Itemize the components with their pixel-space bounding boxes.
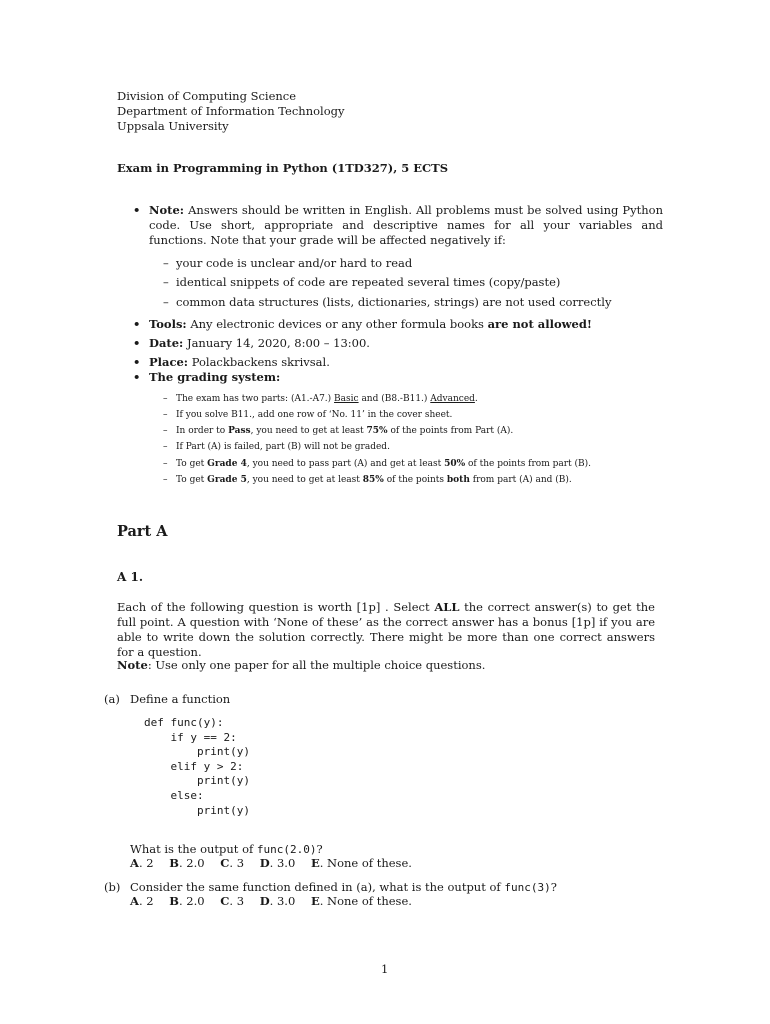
option-b[interactable] bbox=[169, 856, 204, 870]
grading-item-text: , you need to get at least bbox=[246, 475, 363, 485]
option-value: . None of these. bbox=[319, 856, 412, 870]
note-bullet bbox=[133, 203, 663, 248]
header-line-department: Department of Information Technology bbox=[117, 104, 345, 118]
grading-advanced: Advanced bbox=[430, 394, 475, 404]
question-b-prompt bbox=[130, 880, 557, 895]
bullet-icon: • bbox=[133, 336, 141, 350]
grading-item-text: . bbox=[474, 394, 478, 404]
option-value: . 2 bbox=[138, 894, 154, 908]
grading-item-1: – The exam has two parts: (A1.-A7.) Basic and (B8.-B11.) Advanced. bbox=[163, 394, 478, 404]
grading-item-text: from part (A) and (B). bbox=[469, 475, 572, 485]
grading-item-4: – If Part (A) is failed, part (B) will not be graded. bbox=[163, 441, 663, 453]
option-d[interactable] bbox=[260, 856, 296, 870]
page-number: 1 bbox=[381, 962, 389, 976]
option-letter: C bbox=[220, 856, 230, 870]
option-letter: D bbox=[259, 856, 270, 870]
bullet-icon: • bbox=[133, 317, 141, 331]
grading-grade4: Grade 4 bbox=[207, 459, 247, 469]
grading-item-text: If Part (A) is failed, part (B) will not be graded. bbox=[176, 442, 390, 452]
question-a-marker: (a) bbox=[104, 692, 120, 706]
grading-basic: Basic bbox=[334, 394, 359, 404]
option-letter: C bbox=[220, 894, 230, 908]
prompt-code: func(2.0) bbox=[256, 843, 317, 856]
grading-item-5: – To get Grade 4, you need to pass part (A) and get at least 50% of the points from part (B). bbox=[163, 459, 592, 469]
place-label: Place: bbox=[149, 355, 189, 369]
option-letter: E bbox=[310, 894, 320, 908]
date-text: January 14, 2020, 8:00 – 13:00. bbox=[186, 336, 370, 350]
place-text: Polackbackens skrivsal. bbox=[191, 355, 330, 369]
note-item-text: common data structures (lists, dictionaries, strings) are not used correctly bbox=[176, 295, 612, 309]
grading-item-text: If you solve B11., add one row of ‘No. 11’ in the cover sheet. bbox=[176, 410, 453, 420]
header-line-division: Division of Computing Science bbox=[117, 89, 297, 103]
intro-paragraph bbox=[117, 600, 655, 660]
option-letter: B bbox=[169, 894, 179, 908]
option-letter: B bbox=[169, 856, 179, 870]
option-b[interactable] bbox=[169, 894, 204, 908]
question-a-prompt bbox=[130, 842, 323, 857]
option-d[interactable] bbox=[260, 894, 296, 908]
grading-item-3: – In order to Pass, you need to get at least 75% of the points from Part (A). bbox=[163, 426, 514, 436]
grading-item-text: of the points bbox=[383, 475, 447, 485]
option-a[interactable] bbox=[130, 894, 154, 908]
option-value: . 2.0 bbox=[178, 894, 205, 908]
note2-label: Note bbox=[117, 658, 148, 672]
note-label: Note: bbox=[149, 203, 185, 217]
grading-percent: 85% bbox=[362, 475, 384, 485]
prompt-text: ? bbox=[316, 842, 323, 856]
option-letter: E bbox=[310, 856, 320, 870]
grading-bullet bbox=[133, 370, 663, 385]
option-letter: A bbox=[130, 856, 139, 870]
option-value: . 3 bbox=[229, 856, 245, 870]
tools-text: Any electronic devices or any other formula books bbox=[190, 317, 488, 331]
note-item-1: – your code is unclear and/or hard to read bbox=[163, 256, 663, 271]
tools-bold-text: are not allowed! bbox=[487, 317, 592, 331]
grading-grade5: Grade 5 bbox=[207, 475, 247, 485]
option-letter: A bbox=[130, 894, 139, 908]
note-item-3: – common data structures (lists, dictionaries, strings) are not used correctly bbox=[163, 295, 663, 310]
option-c[interactable] bbox=[220, 894, 244, 908]
grading-item-text: of the points from Part (A). bbox=[387, 426, 514, 436]
question-b-marker: (b) bbox=[104, 880, 121, 894]
intro-text: the correct answer(s) to get the full point. A question with ‘None of these’ as the correct answer has a bonus [1p] if you are able to write down the solution correctly. There might be more than one correct answers for a question. bbox=[117, 600, 655, 659]
question-a-options bbox=[130, 856, 412, 871]
intro-text: Each of the following question is worth [1p] . Select bbox=[117, 600, 435, 614]
grading-pass: Pass bbox=[228, 426, 251, 436]
option-value: . 2.0 bbox=[178, 856, 205, 870]
grading-percent: 50% bbox=[444, 459, 466, 469]
grading-label: The grading system: bbox=[149, 370, 281, 384]
note2-text: : Use only one paper for all the multiple choice questions. bbox=[147, 658, 486, 672]
tools-label: Tools: bbox=[149, 317, 187, 331]
note-item-2: – identical snippets of code are repeated several times (copy/paste) bbox=[163, 275, 663, 290]
tools-bullet bbox=[133, 317, 663, 332]
bullet-icon: • bbox=[133, 370, 141, 384]
option-a[interactable] bbox=[130, 856, 154, 870]
question-a-text: Define a function bbox=[130, 692, 231, 706]
code-block: def func(y): if y == 2: print(y) elif y > 2: print(y) else: print(y) bbox=[144, 716, 250, 817]
grading-percent: 75% bbox=[366, 426, 388, 436]
bullet-icon: • bbox=[133, 355, 141, 369]
option-e[interactable] bbox=[311, 894, 412, 908]
prompt-code: func(3) bbox=[504, 881, 551, 894]
prompt-text: What is the output of bbox=[130, 842, 257, 856]
grading-item-text: To get bbox=[176, 459, 208, 469]
grading-item-2: – If you solve B11., add one row of ‘No. 11’ in the cover sheet. bbox=[163, 409, 663, 421]
grading-item-text: of the points from part (B). bbox=[465, 459, 592, 469]
prompt-text: ? bbox=[550, 880, 557, 894]
note-item-text: your code is unclear and/or hard to read bbox=[176, 256, 413, 270]
note-item-text: identical snippets of code are repeated several times (copy/paste) bbox=[176, 275, 561, 289]
option-value: . 3.0 bbox=[269, 856, 296, 870]
date-bullet bbox=[133, 336, 663, 351]
bullet-icon: • bbox=[133, 203, 141, 217]
option-e[interactable] bbox=[311, 856, 412, 870]
option-c[interactable] bbox=[220, 856, 244, 870]
option-value: . 2 bbox=[138, 856, 154, 870]
grading-item-text: To get bbox=[176, 475, 208, 485]
option-letter: D bbox=[259, 894, 270, 908]
grading-item-text: The exam has two parts: (A1.-A7.) bbox=[176, 394, 335, 404]
place-bullet bbox=[133, 355, 663, 370]
grading-item-6: – To get Grade 5, you need to get at least 85% of the points both from part (A) and (B). bbox=[163, 475, 572, 485]
prompt-text: Consider the same function defined in (a), what is the output of bbox=[130, 880, 505, 894]
grading-item-text: and (B8.-B11.) bbox=[358, 394, 431, 404]
exam-title: Exam in Programming in Python (1TD327), 5 ECTS bbox=[117, 161, 449, 175]
section-title: A 1. bbox=[117, 570, 144, 584]
intro-all: ALL bbox=[434, 600, 460, 614]
option-value: . 3.0 bbox=[269, 894, 296, 908]
note-text: Answers should be written in English. All problems must be solved using Python code. Use short, appropriate and descriptive names for all your variables and functions. Note that your grade will be affected negatively if: bbox=[149, 203, 663, 247]
grading-item-text: In order to bbox=[176, 426, 229, 436]
date-label: Date: bbox=[149, 336, 184, 350]
grading-both: both bbox=[446, 475, 470, 485]
part-title: Part A bbox=[117, 523, 168, 540]
grading-item-text: , you need to get at least bbox=[250, 426, 367, 436]
question-b-options bbox=[130, 894, 412, 909]
option-value: . 3 bbox=[229, 894, 245, 908]
header-line-university: Uppsala University bbox=[117, 119, 229, 133]
option-value: . None of these. bbox=[319, 894, 412, 908]
grading-item-text: , you need to pass part (A) and get at least bbox=[246, 459, 445, 469]
note-paragraph bbox=[117, 658, 485, 673]
institution-header bbox=[117, 89, 344, 134]
